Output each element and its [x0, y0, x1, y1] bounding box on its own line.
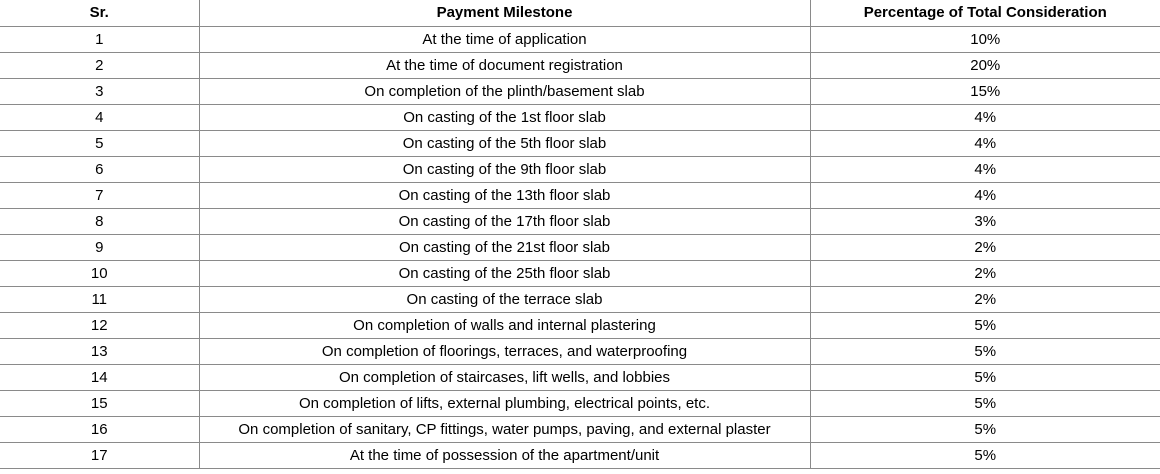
cell-sr: 1 [0, 26, 199, 52]
cell-milestone: On casting of the 25th floor slab [199, 260, 810, 286]
table-row [0, 390, 1160, 416]
cell-milestone: On casting of the 13th floor slab [199, 182, 810, 208]
cell-milestone: On completion of sanitary, CP fittings, water pumps, paving, and external plaster [199, 416, 810, 442]
cell-sr: 6 [0, 156, 199, 182]
cell-percentage: 10% [810, 26, 1160, 52]
cell-percentage: 5% [810, 416, 1160, 442]
cell-sr: 13 [0, 338, 199, 364]
table-header [0, 0, 1160, 26]
table-row [0, 130, 1160, 156]
cell-percentage: 20% [810, 52, 1160, 78]
cell-sr: 9 [0, 234, 199, 260]
cell-milestone: On completion of floorings, terraces, and waterproofing [199, 338, 810, 364]
cell-milestone: At the time of application [199, 26, 810, 52]
cell-milestone: On casting of the 1st floor slab [199, 104, 810, 130]
cell-milestone: On completion of walls and internal plastering [199, 312, 810, 338]
cell-percentage: 5% [810, 338, 1160, 364]
cell-percentage: 5% [810, 312, 1160, 338]
cell-percentage: 5% [810, 364, 1160, 390]
cell-percentage: 5% [810, 390, 1160, 416]
cell-milestone: On casting of the terrace slab [199, 286, 810, 312]
cell-percentage: 4% [810, 156, 1160, 182]
cell-sr: 8 [0, 208, 199, 234]
cell-milestone: At the time of document registration [199, 52, 810, 78]
table-row [0, 52, 1160, 78]
table-body [0, 26, 1160, 468]
cell-milestone: On casting of the 9th floor slab [199, 156, 810, 182]
cell-sr: 4 [0, 104, 199, 130]
cell-sr: 16 [0, 416, 199, 442]
cell-percentage: 2% [810, 286, 1160, 312]
table-row [0, 78, 1160, 104]
cell-percentage: 4% [810, 130, 1160, 156]
header-percentage: Percentage of Total Consideration [810, 0, 1160, 26]
table-row [0, 260, 1160, 286]
header-payment-milestone: Payment Milestone [199, 0, 810, 26]
cell-milestone: At the time of possession of the apartment/unit [199, 442, 810, 468]
cell-sr: 11 [0, 286, 199, 312]
header-sr: Sr. [0, 0, 199, 26]
cell-percentage: 15% [810, 78, 1160, 104]
cell-percentage: 3% [810, 208, 1160, 234]
table-row [0, 104, 1160, 130]
cell-milestone: On completion of lifts, external plumbing, electrical points, etc. [199, 390, 810, 416]
header-row [0, 0, 1160, 26]
cell-percentage: 2% [810, 234, 1160, 260]
cell-sr: 14 [0, 364, 199, 390]
cell-percentage: 5% [810, 442, 1160, 468]
cell-sr: 17 [0, 442, 199, 468]
table-row [0, 416, 1160, 442]
cell-percentage: 4% [810, 104, 1160, 130]
table-row [0, 26, 1160, 52]
table-row [0, 156, 1160, 182]
cell-sr: 5 [0, 130, 199, 156]
table-row [0, 208, 1160, 234]
cell-sr: 7 [0, 182, 199, 208]
cell-milestone: On casting of the 21st floor slab [199, 234, 810, 260]
cell-milestone: On completion of staircases, lift wells, and lobbies [199, 364, 810, 390]
cell-sr: 2 [0, 52, 199, 78]
cell-sr: 15 [0, 390, 199, 416]
cell-milestone: On completion of the plinth/basement slab [199, 78, 810, 104]
cell-sr: 10 [0, 260, 199, 286]
table-row [0, 364, 1160, 390]
cell-percentage: 2% [810, 260, 1160, 286]
table-row [0, 442, 1160, 468]
cell-milestone: On casting of the 5th floor slab [199, 130, 810, 156]
table-row [0, 286, 1160, 312]
cell-sr: 3 [0, 78, 199, 104]
cell-sr: 12 [0, 312, 199, 338]
table-row [0, 182, 1160, 208]
table-row [0, 312, 1160, 338]
table-row [0, 234, 1160, 260]
cell-percentage: 4% [810, 182, 1160, 208]
table-row [0, 338, 1160, 364]
cell-milestone: On casting of the 17th floor slab [199, 208, 810, 234]
